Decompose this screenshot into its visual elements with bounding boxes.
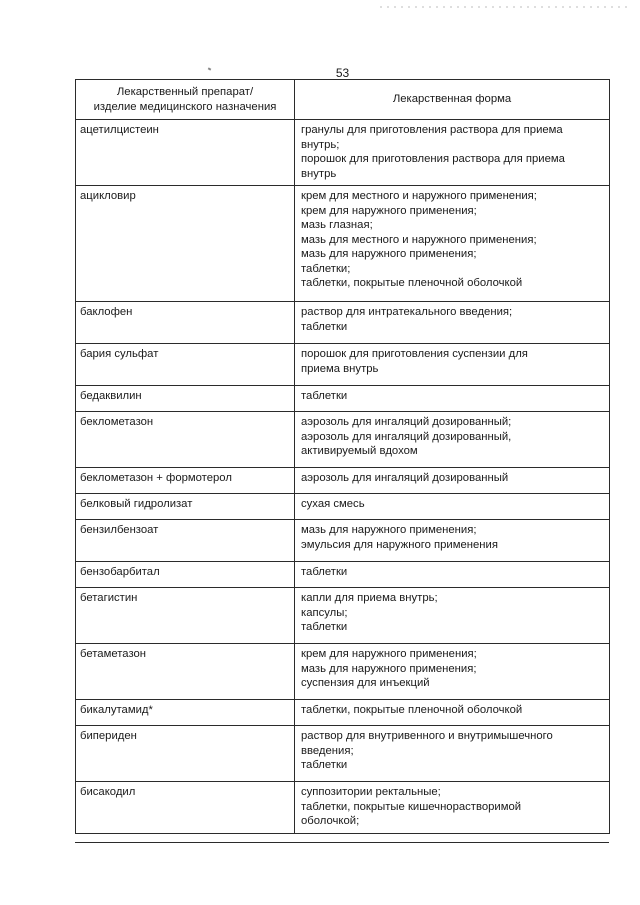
dosage-form-line: введения; [301, 744, 354, 757]
dosage-form-line: таблетки [301, 390, 348, 402]
dosage-form-line: аэрозоль для ингаляций дозированный; [301, 416, 512, 428]
drug-name-cell [76, 186, 295, 302]
drug-name: бетаметазон [80, 648, 147, 660]
header-dosage-form [295, 80, 610, 120]
dosage-form-line: крем для наружного применения; [301, 204, 477, 217]
drug-name-cell [76, 726, 295, 782]
dosage-form-line: капсулы; [301, 606, 348, 619]
header-line: Лекарственный препарат/ [116, 86, 254, 98]
dosage-form-line: мазь для местного и наружного применения; [301, 233, 537, 246]
drug-name-cell [76, 520, 295, 562]
dosage-form-cell [295, 494, 610, 520]
table-row [76, 386, 610, 412]
drug-name-cell [76, 494, 295, 520]
dosage-form-cell [295, 186, 610, 302]
dosage-form-cell [295, 344, 610, 386]
dosage-form-line: мазь для наружного применения; [301, 662, 477, 675]
bottom-rule [75, 842, 609, 843]
drug-name: беклометазон + формотерол [80, 472, 232, 484]
dosage-form-line: гранулы для приготовления раствора для приема [301, 124, 563, 136]
drug-name: беклометазон [80, 416, 154, 428]
dosage-form-line: раствор для интратекального введения; [301, 306, 513, 318]
dosage-form-line: внутрь; [301, 138, 340, 151]
table-row [76, 700, 610, 726]
dosage-form-line: аэрозоль для ингаляций дозированный [301, 472, 509, 484]
table-row [76, 494, 610, 520]
drug-name-cell [76, 386, 295, 412]
table-row [76, 468, 610, 494]
dosage-form-line: таблетки, покрытые пленочной оболочкой [301, 704, 523, 716]
dosage-form-line: мазь для наружного применения; [301, 524, 477, 536]
dosage-form-line: таблетки [301, 566, 348, 578]
dosage-form-cell [295, 644, 610, 700]
dosage-form-line: приема внутрь [301, 362, 379, 375]
dosage-form-line: внутрь [301, 167, 337, 180]
table-row [76, 782, 610, 834]
drug-name-cell [76, 468, 295, 494]
table-row [76, 120, 610, 186]
dosage-form-line: суппозитории ректальные; [301, 786, 441, 798]
dosage-form-cell [295, 520, 610, 562]
drug-name: бария сульфат [80, 348, 159, 360]
table-row [76, 520, 610, 562]
drug-name-cell [76, 120, 295, 186]
dosage-form-cell [295, 386, 610, 412]
dosage-form-line: порошок для приготовления раствора для приема [301, 153, 565, 165]
dosage-form-line: крем для местного и наружного применения; [301, 190, 537, 202]
dosage-form-line: таблетки [301, 759, 348, 771]
dosage-form-cell [295, 468, 610, 494]
dosage-form-line: таблетки [301, 621, 348, 633]
table-row [76, 412, 610, 468]
dosage-form-cell [295, 726, 610, 782]
drug-name: бетагистин [80, 592, 138, 604]
dosage-form-line: аэрозоль для ингаляций дозированный, [301, 430, 512, 443]
table-row [76, 562, 610, 588]
drug-name-cell [76, 302, 295, 344]
header-drug-name [76, 80, 295, 120]
table-row [76, 726, 610, 782]
drug-name: бипериден [80, 730, 137, 742]
dosage-form-line: таблетки [301, 320, 348, 333]
dosage-form-line: раствор для внутривенного и внутримышечного [301, 730, 553, 742]
dosage-form-line: суспензия для инъекций [301, 677, 430, 689]
table-row [76, 186, 610, 302]
table-row [76, 302, 610, 344]
dosage-form-cell [295, 120, 610, 186]
dosage-form-cell [295, 412, 610, 468]
dosage-form-line: активируемый вдохом [301, 445, 418, 457]
table-row [76, 344, 610, 386]
drug-table [75, 79, 610, 834]
table-row [76, 644, 610, 700]
header-line: Лекарственная форма [392, 93, 512, 106]
table-body [76, 120, 610, 834]
drug-name: баклофен [80, 306, 133, 318]
dosage-form-line: таблетки; [301, 262, 351, 275]
drug-name: бензилбензоат [80, 524, 159, 536]
dosage-form-line: оболочкой; [301, 815, 360, 827]
drug-name: ацикловир [80, 190, 136, 202]
dosage-form-cell [295, 782, 610, 834]
dosage-form-line: эмульсия для наружного применения [301, 538, 498, 551]
table-header-row [76, 80, 610, 120]
drug-name: бензобарбитал [80, 566, 160, 578]
drug-name: бедаквилин [80, 390, 142, 402]
scan-artifact-dots [380, 6, 630, 8]
drug-name-cell [76, 562, 295, 588]
dosage-form-cell [295, 700, 610, 726]
drug-name-cell [76, 588, 295, 644]
dosage-form-cell [295, 562, 610, 588]
dosage-form-line: мазь глазная; [301, 219, 373, 231]
drug-name-cell [76, 782, 295, 834]
drug-name: ацетилцистеин [80, 124, 159, 136]
drug-name: бисакодил [80, 786, 136, 798]
dosage-form-line: крем для наружного применения; [301, 648, 477, 660]
drug-name-cell [76, 412, 295, 468]
table-row [76, 588, 610, 644]
dosage-form-line: порошок для приготовления суспензии для [301, 348, 528, 360]
dosage-form-line: таблетки, покрытые пленочной оболочкой [301, 277, 523, 289]
dosage-form-cell [295, 302, 610, 344]
dosage-form-line: мазь для наружного применения; [301, 248, 477, 260]
page-number: 53 [335, 66, 350, 80]
dosage-form-line: сухая смесь [301, 498, 365, 510]
drug-name-cell [76, 644, 295, 700]
dosage-form-line: таблетки, покрытые кишечнорастворимой [301, 800, 522, 813]
header-line: изделие медицинского назначения [93, 100, 277, 113]
drug-name: бикалутамид* [80, 704, 153, 716]
drug-name: белковый гидролизат [80, 498, 193, 510]
drug-name-cell [76, 700, 295, 726]
dosage-form-line: капли для приема внутрь; [301, 592, 438, 604]
dosage-form-cell [295, 588, 610, 644]
drug-name-cell [76, 344, 295, 386]
